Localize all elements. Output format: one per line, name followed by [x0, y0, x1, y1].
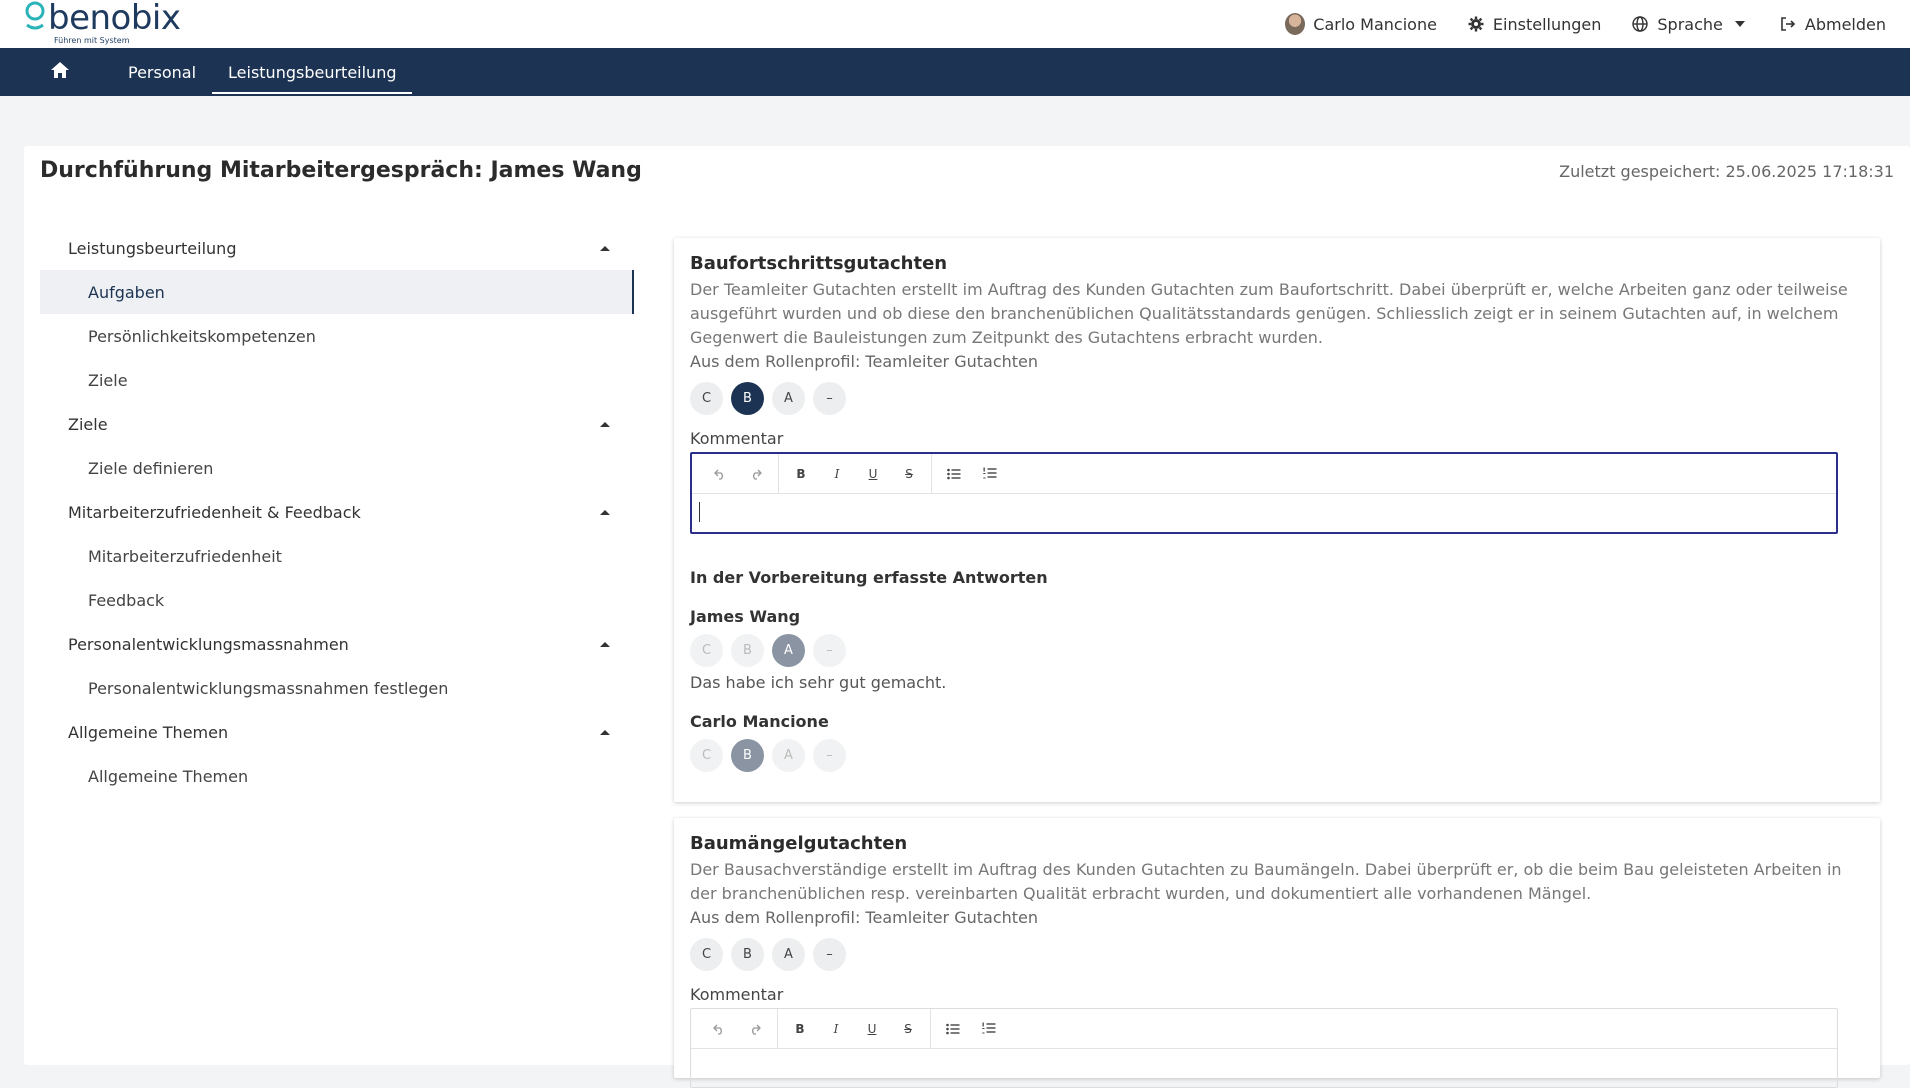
- prep-answer-text: Das habe ich sehr gut gemacht.: [690, 673, 947, 692]
- chevron-up-icon: [600, 510, 610, 515]
- home-icon: [50, 61, 70, 83]
- settings-button[interactable]: [1467, 15, 1601, 34]
- task-description: Der Teamleiter Gutachten erstellt im Auftrag des Kunden Gutachten zum Baufortschritt. Dabei überprüft er, welche Arbeiten ganz oder teilweise ausgeführt wurden und ob diese den branchenüblichen Qualitätsstandards genügen. Schliesslich zeigt er in seinem Gutachten auf, in welchem Gegenwert die Bauleistungen zum Zeitpunkt des Gutachtens erbracht wurden.: [690, 280, 1848, 347]
- rating-option-c[interactable]: C: [690, 938, 723, 971]
- editor-toolbar: [692, 454, 1836, 494]
- rating-option-a[interactable]: A: [772, 382, 805, 415]
- undo-icon[interactable]: [701, 1011, 737, 1047]
- menu-item-aufgaben[interactable]: Aufgaben: [40, 270, 634, 314]
- comment-label: Kommentar: [690, 985, 784, 1004]
- rating-option-b: B: [731, 739, 764, 772]
- gear-icon: [1467, 15, 1485, 33]
- user-name: Carlo Mancione: [1313, 14, 1437, 34]
- logo[interactable]: [24, 0, 181, 45]
- menu-item-personalentwicklung-festlegen[interactable]: Personalentwicklungsmassnahmen festlegen: [88, 678, 449, 698]
- logo-mark-icon: [24, 0, 46, 36]
- section-menu: [40, 226, 634, 798]
- numbered-list-icon[interactable]: [972, 456, 1008, 492]
- logout-icon: [1779, 15, 1797, 33]
- menu-item-allgemeine-themen[interactable]: Allgemeine Themen: [88, 766, 249, 786]
- rating-selector: [690, 938, 1864, 971]
- logout-label: Abmelden: [1804, 14, 1886, 34]
- undo-icon[interactable]: [702, 456, 738, 492]
- task-description: Der Bausachverständige erstellt im Auftrag des Kunden Gutachten zu Baumängeln. Dabei überprüft er, ob die beim Bau geleisteten Arbeiten in der branchenüblichen resp. vereinbarten Qualität erbracht wurden, und dokumentiert alle vorhandenen Mängel.: [690, 860, 1842, 903]
- language-dropdown[interactable]: [1631, 15, 1748, 34]
- prep-rating-readonly: [690, 739, 1864, 772]
- bold-icon[interactable]: B: [796, 466, 806, 481]
- settings-label: Einstellungen: [1492, 14, 1602, 34]
- menu-group-ziele[interactable]: [40, 402, 634, 446]
- task-title: Baumängelgutachten: [690, 833, 908, 854]
- italic-icon[interactable]: I: [834, 466, 840, 481]
- user-menu[interactable]: [1285, 13, 1437, 35]
- prep-answer-name: James Wang: [690, 607, 801, 626]
- chevron-up-icon: [600, 730, 610, 735]
- italic-icon[interactable]: I: [833, 1021, 839, 1036]
- menu-group-leistungsbeurteilung[interactable]: [40, 226, 634, 270]
- comment-editor: [690, 452, 1838, 534]
- rating-option-a[interactable]: A: [772, 938, 805, 971]
- comment-input[interactable]: [691, 1049, 1837, 1087]
- menu-group-allgemeine-themen[interactable]: [40, 710, 634, 754]
- menu-group-label: Leistungsbeurteilung: [68, 238, 237, 258]
- nav-item-leistungsbeurteilung[interactable]: Leistungsbeurteilung: [212, 48, 412, 96]
- menu-item-ziele-definieren[interactable]: Ziele definieren: [88, 458, 214, 478]
- bullet-list-icon[interactable]: [935, 1011, 971, 1047]
- rating-option-none: –: [813, 739, 846, 772]
- main-card: [24, 146, 1910, 1065]
- menu-item-mitarbeiterzufriedenheit[interactable]: Mitarbeiterzufriedenheit: [88, 546, 282, 566]
- task-title: Baufortschrittsgutachten: [690, 253, 948, 274]
- strikethrough-icon[interactable]: S: [905, 466, 913, 481]
- chevron-up-icon: [600, 642, 610, 647]
- editor-toolbar: [691, 1009, 1837, 1049]
- menu-item-persoenlichkeitskompetenzen[interactable]: Persönlichkeitskompetenzen: [88, 326, 316, 346]
- top-bar: [0, 0, 1910, 48]
- bold-icon[interactable]: B: [795, 1021, 805, 1036]
- rating-option-none: –: [813, 634, 846, 667]
- underline-icon[interactable]: U: [867, 1021, 877, 1036]
- main-navigation: [0, 48, 1910, 96]
- home-button[interactable]: [40, 48, 80, 96]
- rating-option-none[interactable]: –: [813, 938, 846, 971]
- redo-icon[interactable]: [738, 456, 774, 492]
- language-label: Sprache: [1657, 14, 1723, 34]
- menu-group-label: Ziele: [68, 414, 108, 434]
- rating-option-c: C: [690, 634, 723, 667]
- task-panel: [674, 818, 1880, 1078]
- prep-answer-name: Carlo Mancione: [690, 712, 829, 731]
- strikethrough-icon[interactable]: S: [904, 1021, 912, 1036]
- menu-item-ziele[interactable]: Ziele: [88, 370, 128, 390]
- logo-text: benobix: [48, 0, 181, 38]
- rating-option-b[interactable]: B: [731, 938, 764, 971]
- globe-icon: [1631, 15, 1649, 33]
- logo-tagline: Führen mit System: [54, 36, 130, 45]
- menu-group-mitarbeiterzufriedenheit[interactable]: [40, 490, 634, 534]
- menu-group-personalentwicklung[interactable]: [40, 622, 634, 666]
- rating-selector: [690, 382, 1864, 415]
- bullet-list-icon[interactable]: [936, 456, 972, 492]
- page-title: Durchführung Mitarbeitergespräch: James Wang: [40, 158, 642, 183]
- rating-option-c[interactable]: C: [690, 382, 723, 415]
- comment-editor: [690, 1008, 1838, 1088]
- task-profile-source: Aus dem Rollenprofil: Teamleiter Gutachten: [690, 908, 1039, 927]
- nav-item-personal[interactable]: Personal: [128, 62, 197, 82]
- logout-button[interactable]: [1779, 15, 1886, 34]
- underline-icon[interactable]: U: [868, 466, 878, 481]
- rating-option-b: B: [731, 634, 764, 667]
- menu-group-label: Personalentwicklungsmassnahmen: [68, 634, 349, 654]
- menu-item-feedback[interactable]: Feedback: [88, 590, 165, 610]
- avatar: [1285, 13, 1305, 35]
- prep-answers-heading: In der Vorbereitung erfasste Antworten: [690, 568, 1048, 587]
- task-profile-source: Aus dem Rollenprofil: Teamleiter Gutachten: [690, 352, 1039, 371]
- rating-option-a: A: [772, 634, 805, 667]
- menu-group-label: Mitarbeiterzufriedenheit & Feedback: [68, 502, 361, 522]
- rating-option-none[interactable]: –: [813, 382, 846, 415]
- chevron-up-icon: [600, 422, 610, 427]
- comment-input[interactable]: [692, 494, 1836, 532]
- prep-rating-readonly: [690, 634, 1864, 667]
- chevron-up-icon: [600, 246, 610, 251]
- chevron-down-icon: [1731, 15, 1749, 33]
- rating-option-b[interactable]: B: [731, 382, 764, 415]
- numbered-list-icon[interactable]: [971, 1011, 1007, 1047]
- menu-group-label: Allgemeine Themen: [68, 722, 229, 742]
- redo-icon[interactable]: [737, 1011, 773, 1047]
- rating-option-a: A: [772, 739, 805, 772]
- comment-label: Kommentar: [690, 429, 784, 448]
- task-panel: [674, 238, 1880, 802]
- last-saved-status: Zuletzt gespeichert: 25.06.2025 17:18:31: [1559, 162, 1894, 181]
- rating-option-c: C: [690, 739, 723, 772]
